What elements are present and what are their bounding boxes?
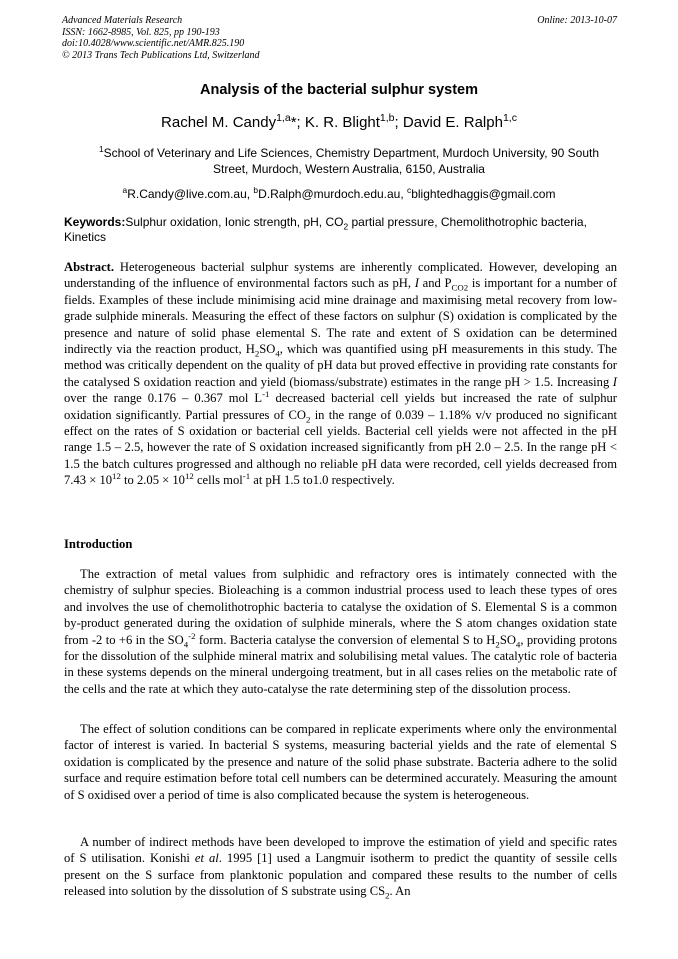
para-sub: 4 bbox=[515, 639, 521, 650]
intro-paragraph bbox=[64, 566, 617, 697]
doi-line: doi:10.4028/www.scientific.net/AMR.825.190 bbox=[62, 38, 245, 49]
journal-header bbox=[62, 15, 617, 61]
abstract-text: over the range 0.176 – 0.367 mol L bbox=[64, 391, 263, 406]
intro-paragraph bbox=[64, 834, 617, 900]
journal-name: Advanced Materials Research bbox=[62, 15, 183, 26]
abstract-text: decreased bacterial cell yields but increased the rate of sulphur oxidation significantly. Partial pressures of CO bbox=[64, 391, 617, 422]
para-text: . An bbox=[389, 884, 411, 899]
abstract-text: in the range of 0.039 – 1.18% v/v produced no significant effect on the rates of S oxidation or bacterial cell yields. Bacterial cell yields were not affected in the pH range 1.5 – 2.5, however the rate of S oxidation increased significantly from pH 2.0 – 2.5. In the range pH < 1.5 the batch cultures progressed and although no reliable pH data were recorded, cell yields decreased from 7.43 × 10 bbox=[64, 407, 618, 488]
abstract-text: SO bbox=[259, 342, 276, 357]
affil-text: School of Veterinary and Life Sciences, Chemistry Department, Murdoch University, 90 South Street, Murdoch, Western Australia, 6150, Australia bbox=[103, 146, 600, 176]
abstract-var: I bbox=[612, 374, 617, 389]
abstract-text: cells mol bbox=[193, 473, 243, 488]
author-list bbox=[0, 114, 678, 131]
corresponding-mark: *; bbox=[290, 114, 305, 131]
keywords-text: partial pressure, Chemolithotrophic bacteria, Kinetics bbox=[64, 215, 587, 244]
author-separator: ; bbox=[394, 114, 403, 131]
abstract-sup: 12 bbox=[184, 471, 194, 482]
paper-title: Analysis of the bacterial sulphur system bbox=[199, 82, 478, 98]
email-link[interactable]: R.Candy@live.com.au, bbox=[127, 187, 254, 201]
email-mark: b bbox=[253, 185, 259, 195]
author-affil-mark: 1,b bbox=[379, 112, 395, 124]
abstract-text: to 2.05 × 10 bbox=[120, 473, 185, 488]
abstract-text: is important for a number of fields. Examples of these include minimising acid mine drainage and maximising metal recovery from low-grade sulphide minerals. Measuring the effect of these factors on sulphur (S) oxidation is complicated by the presence and nature of solid phase elemental S. The rate and extent of S oxidation can be determined indirectly via the reaction product, H bbox=[64, 276, 617, 357]
online-date: Online: 2013-10-07 bbox=[537, 15, 617, 26]
para-italic: et al bbox=[194, 851, 219, 866]
abstract-sub: 4 bbox=[275, 348, 280, 359]
author-name: K. R. Blight bbox=[304, 114, 380, 131]
para-sub: 2 bbox=[495, 639, 500, 650]
abstract-text: , which was quantified using pH measurements in this study. The method was critically dependent on the quality of pH data but proved effective in providing rate constants for the catalysed S oxidation reaction and yield (biomass/substrate) estimates in the range pH > 1.5. Increasing bbox=[64, 342, 617, 389]
email-mark: a bbox=[122, 185, 128, 195]
para-text: , providing protons for the dissolution of the sulphide mineral matrix and solubilising metal values. The catalytic role of bacteria in these systems depends on the mineral undergoing treatment, but in all cases relies on the metabolic rate of the cells and the rate at which they auto-catalyse the rate determining step of the dissolution process. bbox=[64, 632, 617, 696]
abstract-sub: 2 bbox=[306, 414, 311, 425]
section-heading: Introduction bbox=[64, 537, 133, 551]
author-affil-mark: 1,a bbox=[276, 112, 291, 124]
author-name: Rachel M. Candy bbox=[161, 114, 277, 131]
author-affil-mark: 1,c bbox=[502, 112, 517, 124]
para-text: form. Bacteria catalyse the conversion of elemental S to H bbox=[195, 632, 496, 647]
abstract-sup: -1 bbox=[242, 471, 251, 482]
email-link[interactable]: blightedhaggis@gmail.com bbox=[411, 187, 556, 201]
abstract-var: I bbox=[414, 276, 419, 291]
abstract-label: Abstract. bbox=[64, 260, 115, 274]
para-text: . 1995 [1] used a Langmuir isotherm to predict the quantity of sessile cells present on the S surface from planktonic population and compared these results to the number of cells released into solution by the dissolution of S substrate using CS bbox=[64, 851, 618, 899]
para-sub: 4 bbox=[183, 639, 189, 650]
abstract-text: Heterogeneous bacterial sulphur systems are inherently complicated. However, developing an understanding of the influence of environmental factors such as pH, bbox=[64, 260, 617, 291]
abstract-text: at pH 1.5 to1.0 respectively. bbox=[250, 473, 395, 488]
para-sub: 2 bbox=[385, 890, 390, 901]
affiliation bbox=[84, 145, 614, 177]
abstract-sup: 12 bbox=[112, 471, 121, 482]
abstract-sub: CO2 bbox=[451, 282, 469, 293]
issn-line: ISSN: 1662-8985, Vol. 825, pp 190-193 bbox=[62, 26, 220, 38]
para-sup: -2 bbox=[188, 630, 196, 641]
abstract-sup: -1 bbox=[262, 389, 270, 400]
para-text: SO bbox=[499, 632, 516, 647]
para-text: The extraction of metal values from sulphidic and refractory ores is intimately connected with the chemistry of sulphur species. Bioleaching is a common industrial process used to leach these types of ores and involves the use of chemolithotrophic bacteria to catalyse the oxidation of S. Elemental S is a common by-product generated during the oxidation of sulphide minerals, where the S atom changes oxidation state from -2 to +6 in the SO bbox=[64, 567, 617, 647]
keywords-sub: 2 bbox=[343, 221, 349, 232]
email-link[interactable]: D.Ralph@murdoch.edu.au, bbox=[258, 187, 408, 201]
para-text: A number of indirect methods have been developed to improve the estimation of yield and specific rates of S utilisation. Konishi bbox=[64, 835, 617, 866]
email-list bbox=[0, 187, 678, 201]
abstract-sub: 2 bbox=[254, 348, 260, 359]
intro-paragraph: The effect of solution conditions can be compared in replicate experiments where only the environmental factor of interest is varied. In bacterial S systems, measuring bacterial yields and the rate of elemental S oxidation is complicated by the presence and nature of the solid phase substrate. Bacteria adhere to the solid surface and require estimation before total cell numbers can be determined accurately. Measuring the amount of S oxidised over a period of time is also complicated because the system is heterogeneous. bbox=[64, 722, 617, 802]
keywords-text: Sulphur oxidation, Ionic strength, pH, CO bbox=[125, 215, 344, 229]
keywords-label: Keywords: bbox=[64, 215, 126, 229]
author-name: David E. Ralph bbox=[402, 114, 503, 131]
copyright-line: © 2013 Trans Tech Publications Ltd, Switzerland bbox=[62, 49, 260, 61]
email-mark: c bbox=[407, 185, 412, 195]
affil-mark: 1 bbox=[98, 144, 104, 154]
abstract-text: and P bbox=[418, 276, 452, 291]
abstract bbox=[64, 259, 617, 489]
keywords bbox=[64, 215, 617, 245]
